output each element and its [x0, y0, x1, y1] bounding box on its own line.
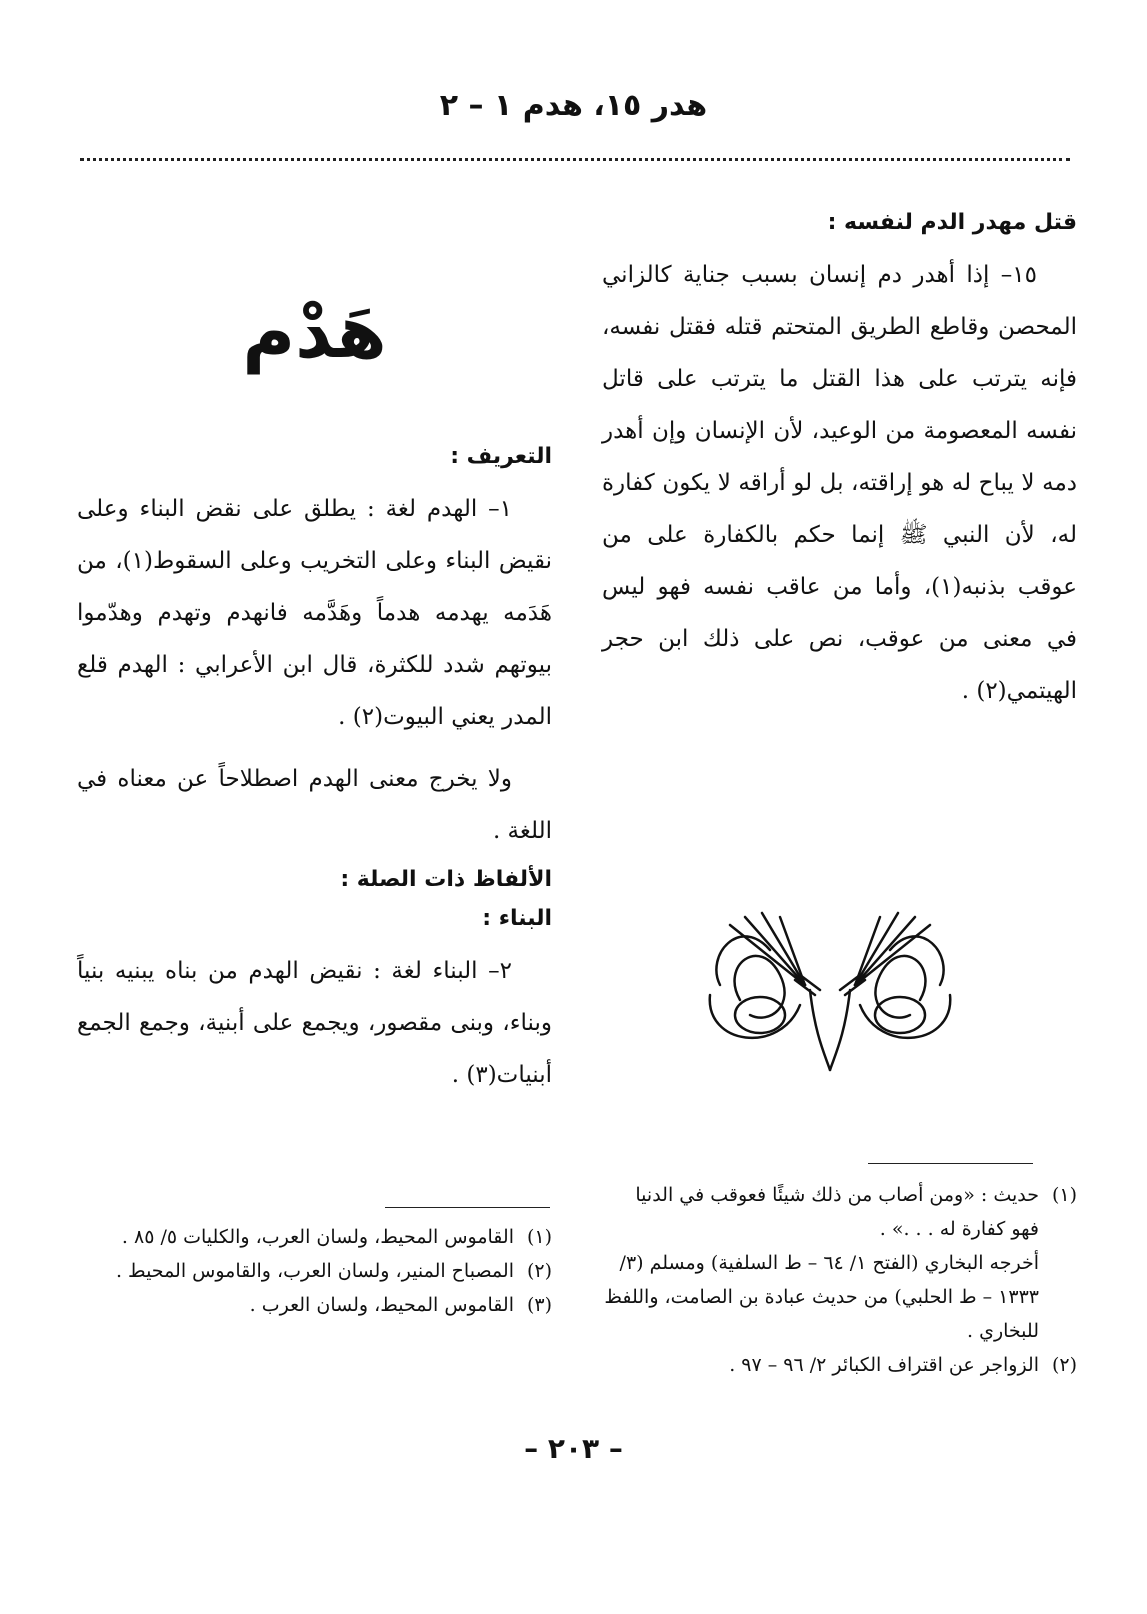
- definition-paragraph-2: ولا يخرج معنى الهدم اصطلاحاً عن معناه في اللغة .: [77, 766, 552, 844]
- footnote-number: (٢): [526, 1260, 552, 1282]
- footnote-text: الزواجر عن اقتراف الكبائر ٢/ ٩٦ – ٩٧ .: [729, 1354, 1039, 1376]
- section-heading-self-killing: قتل مهدر الدم لنفسه :: [827, 210, 1077, 235]
- footnote-number: [1039, 1246, 1077, 1348]
- page-number: – ٢٠٣ –: [524, 1432, 623, 1465]
- entry-title: هَدْم: [242, 290, 387, 374]
- floral-ornament-icon: [700, 905, 960, 1075]
- header-dotted-rule: [80, 158, 1070, 161]
- footnote-text: حديث : «ومن أصاب من ذلك شيئًا فعوقب في الدنيا فهو كفارة له . . .» .: [635, 1184, 1039, 1240]
- footnote-number: (٢): [1051, 1354, 1077, 1376]
- left-column: [77, 210, 552, 1111]
- footnote-item: [602, 1348, 1077, 1382]
- footnote-item: [77, 1220, 552, 1254]
- related-terms-heading: الألفاظ ذات الصلة :: [340, 867, 552, 892]
- footnotes-left: [77, 1220, 552, 1322]
- footnote-number: (١): [1051, 1184, 1077, 1206]
- footnote-rule-left: [385, 1207, 550, 1208]
- footnote-text: المصباح المنير، ولسان العرب، والقاموس المحيط .: [115, 1260, 514, 1282]
- definition-paragraph: ١– الهدم لغة : يطلق على نقض البناء وعلى نقيض البناء وعلى التخريب وعلى السقوط(١)، من هَدَمه يهدمه هدماً وهَدَّمه فانهدم وتهدم وهدّموا بيوتهم شدد للكثرة، قال ابن الأعرابي : الهدم قلع المدر يعني البيوت(٢) .: [77, 496, 552, 730]
- binaa-paragraph: ٢– البناء لغة : نقيض الهدم من بناه يبنيه بنياً وبناء، وبنى مقصور، ويجمع على أبنية، وجمع الجمع أبنيات(٣) .: [77, 958, 552, 1088]
- footnote-number: (٣): [526, 1294, 552, 1316]
- footnotes-right: [602, 1178, 1077, 1382]
- running-title: هدر ١٥، هدم ١ – ٢: [439, 88, 708, 123]
- footnote-rule-right: [868, 1163, 1033, 1164]
- footnote-item: [77, 1254, 552, 1288]
- footnote-item: [602, 1246, 1077, 1348]
- footnote-item: [77, 1288, 552, 1322]
- binaa-heading: البناء :: [482, 906, 552, 931]
- footnote-text: أخرجه البخاري (الفتح ١/ ٦٤ – ط السلفية) ومسلم (٣/ ١٣٣٣ – ط الحلبي) من حديث عبادة بن الصامت، واللفظ للبخاري .: [604, 1252, 1039, 1342]
- footnote-item: [602, 1178, 1077, 1246]
- footnote-text: القاموس المحيط، ولسان العرب .: [249, 1294, 514, 1316]
- footnote-number: (١): [526, 1226, 552, 1248]
- footnote-text: القاموس المحيط، ولسان العرب، والكليات ٥/ ٨٥ .: [121, 1226, 514, 1248]
- definition-heading: التعريف :: [450, 444, 552, 469]
- paragraph-15: ١٥– إذا أهدر دم إنسان بسبب جناية كالزاني المحصن وقاطع الطريق المتحتم قتله فقتل نفسه، فإنه يترتب على هذا القتل ما يترتب على قاتل نفسه المعصومة من الوعيد، لأن الإنسان وإن أهدر دمه لا يباح له هو إراقته، بل لو أراقه لا يكون كفارة له، لأن النبي ﷺ إنما حكم بالكفارة على من عوقب بذنبه(١)، وأما من عاقب نفسه فهو ليس في معنى من عوقب، نص على ذلك ابن حجر الهيتمي(٢) .: [602, 262, 1077, 704]
- right-column: [602, 210, 1077, 727]
